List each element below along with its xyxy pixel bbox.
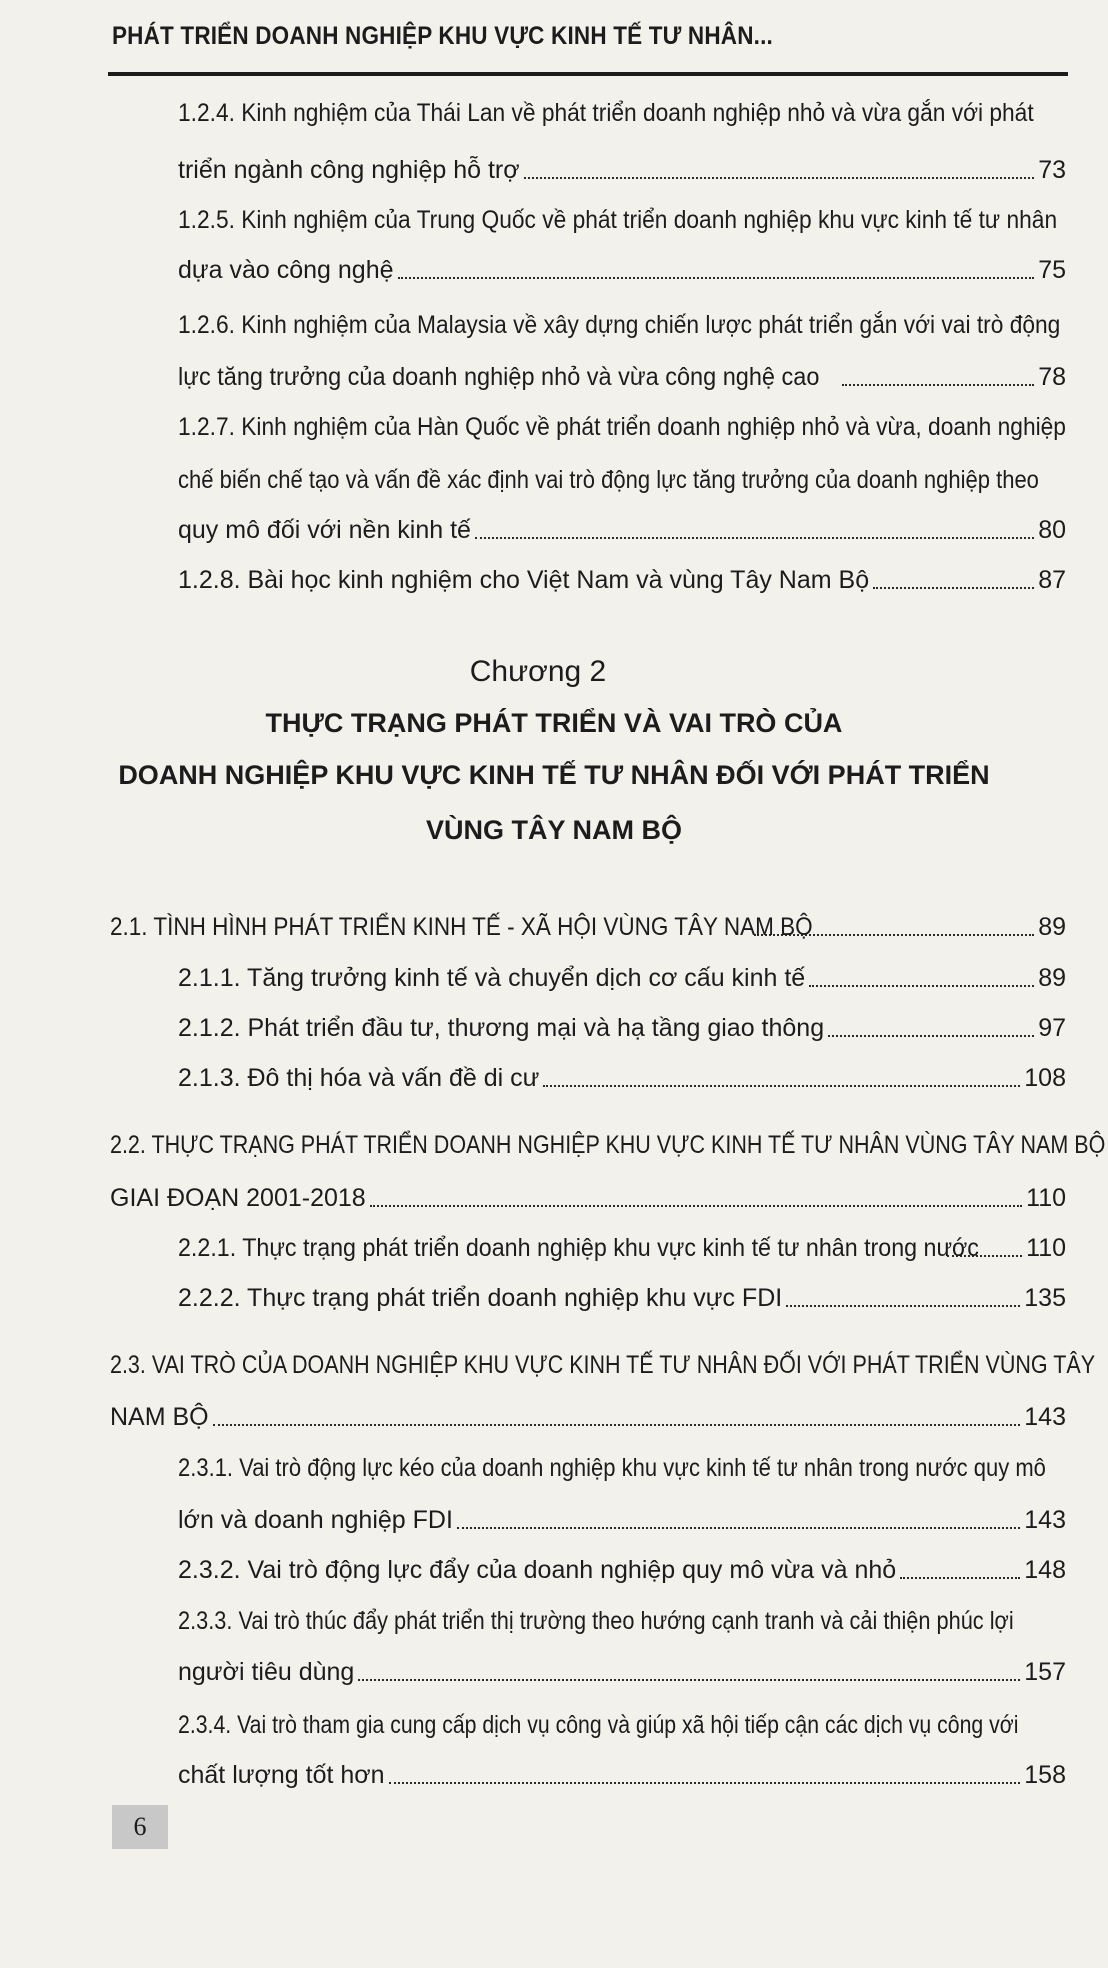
- toc-entry-text: GIAI ĐOẠN 2001-2018: [110, 1184, 366, 1212]
- leader-dots: [358, 1678, 1020, 1681]
- toc-entry-text: 1.2.8. Bài học kinh nghiệm cho Việt Nam và vùng Tây Nam Bộ: [178, 566, 870, 594]
- toc-page-number: 110: [1026, 1234, 1066, 1262]
- toc-page-number: 158: [1024, 1761, 1066, 1789]
- leader-dots: [457, 1526, 1020, 1529]
- toc-entry-2-3-3-line1: 2.3.3. Vai trò thúc đẩy phát triển thị trường theo hướng cạnh tranh và cải thiện phúc lợi: [178, 1607, 1014, 1635]
- toc-entry-2-3-4-line1: 2.3.4. Vai trò tham gia cung cấp dịch vụ công và giúp xã hội tiếp cận các dịch vụ công với: [178, 1711, 1019, 1739]
- leader-dots: [786, 1304, 1020, 1307]
- toc-section-2-2-line1: 2.2. THỰC TRẠNG PHÁT TRIỂN DOANH NGHIỆP KHU VỰC KINH TẾ TƯ NHÂN VÙNG TÂY NAM BỘ: [110, 1131, 1106, 1159]
- toc-page-number: 89: [1038, 964, 1066, 992]
- leader-dots: [398, 276, 1035, 279]
- toc-entry-2-2-1[interactable]: [178, 1233, 1066, 1263]
- toc-entry-text: 2.1.3. Đô thị hóa và vấn đề di cư: [178, 1064, 540, 1092]
- toc-entry-text: 2.1.1. Tăng trưởng kinh tế và chuyển dịch cơ cấu kinh tế: [178, 964, 806, 992]
- chapter-title-line-1: THỰC TRẠNG PHÁT TRIỂN VÀ VAI TRÒ CỦA: [265, 708, 843, 738]
- toc-entry-2-3-1-line1: 2.3.1. Vai trò động lực kéo của doanh nghiệp khu vực kinh tế tư nhân trong nước quy mô: [178, 1454, 1046, 1482]
- toc-entry-1-2-4[interactable]: [178, 155, 1066, 185]
- toc-entry-2-1-3[interactable]: [178, 1063, 1066, 1093]
- leader-dots: [842, 383, 1034, 386]
- toc-entry-1-2-7[interactable]: [178, 515, 1066, 545]
- toc-entry-1-2-7-line1: 1.2.7. Kinh nghiệm của Hàn Quốc về phát triển doanh nghiệp nhỏ và vừa, doanh nghiệp: [178, 413, 1066, 441]
- toc-entry-2-1-1[interactable]: [178, 963, 1066, 993]
- toc-entry-text: 2.3.2. Vai trò động lực đẩy của doanh nghiệp quy mô vừa và nhỏ: [178, 1556, 897, 1584]
- toc-entry-2-3-3[interactable]: [178, 1657, 1066, 1687]
- toc-entry-text: quy mô đối với nền kinh tế: [178, 516, 471, 544]
- leader-dots: [543, 1084, 1020, 1087]
- toc-entry-1-2-7-line2: chế biến chế tạo và vấn đề xác định vai trò động lực tăng trưởng của doanh nghiệp theo: [178, 466, 1039, 494]
- toc-entry-text: 2.2.2. Thực trạng phát triển doanh nghiệp khu vực FDI: [178, 1284, 783, 1312]
- toc-entry-text: chất lượng tốt hơn: [178, 1761, 385, 1789]
- toc-entry-text: người tiêu dùng: [178, 1658, 355, 1686]
- toc-page-number: 110: [1026, 1184, 1066, 1212]
- toc-page-number: 80: [1038, 516, 1066, 544]
- toc-entry-text: lực tăng trưởng của doanh nghiệp nhỏ và vừa công nghệ cao: [178, 363, 820, 391]
- toc-page-number: 97: [1038, 1014, 1066, 1042]
- toc-page-number: 73: [1038, 156, 1066, 184]
- leader-dots: [370, 1204, 1022, 1207]
- toc-entry-1-2-5[interactable]: [178, 255, 1066, 285]
- toc-entry-1-2-6-line1: 1.2.6. Kinh nghiệm của Malaysia về xây dựng chiến lược phát triển gắn với vai trò động: [178, 311, 1061, 339]
- toc-section-2-2[interactable]: [110, 1183, 1066, 1213]
- leader-dots: [809, 984, 1034, 987]
- chapter-title-line-2: DOANH NGHIỆP KHU VỰC KINH TẾ TƯ NHÂN ĐỐI VỚI PHÁT TRIỂN: [118, 760, 990, 790]
- toc-section-2-1[interactable]: [110, 912, 1066, 942]
- leader-dots: [873, 586, 1034, 589]
- running-header: PHÁT TRIỂN DOANH NGHIỆP KHU VỰC KINH TẾ TƯ NHÂN...: [112, 22, 773, 50]
- leader-dots: [900, 1576, 1020, 1579]
- header-rule: [108, 72, 1068, 76]
- toc-entry-2-1-2[interactable]: [178, 1013, 1066, 1043]
- toc-entry-1-2-8[interactable]: [178, 565, 1066, 595]
- toc-section-2-3[interactable]: [110, 1402, 1066, 1432]
- toc-entry-1-2-6[interactable]: [178, 362, 1066, 392]
- toc-page-number: 143: [1024, 1506, 1066, 1534]
- toc-entry-text: 2.1. TÌNH HÌNH PHÁT TRIỂN KINH TẾ - XÃ HỘI VÙNG TÂY NAM BỘ: [110, 913, 813, 941]
- toc-entry-2-2-2[interactable]: [178, 1283, 1066, 1313]
- toc-page-number: 148: [1024, 1556, 1066, 1584]
- toc-entry-2-3-2[interactable]: [178, 1555, 1066, 1585]
- toc-entry-1-2-4-line1: 1.2.4. Kinh nghiệm của Thái Lan về phát triển doanh nghiệp nhỏ và vừa gắn với phát: [178, 99, 1034, 127]
- toc-page-number: 135: [1024, 1284, 1066, 1312]
- toc-entry-text: NAM BỘ: [110, 1403, 209, 1431]
- toc-entry-1-2-5-line1: 1.2.5. Kinh nghiệm của Trung Quốc về phát triển doanh nghiệp khu vực kinh tế tư nhân: [178, 206, 1058, 234]
- toc-page-number: 75: [1038, 256, 1066, 284]
- leader-dots: [475, 536, 1034, 539]
- leader-dots: [213, 1423, 1021, 1426]
- page-number: 6: [112, 1805, 168, 1849]
- leader-dots: [389, 1781, 1021, 1784]
- toc-entry-2-3-1[interactable]: [178, 1505, 1066, 1535]
- toc-entry-text: dựa vào công nghệ: [178, 256, 394, 284]
- toc-entry-text: lớn và doanh nghiệp FDI: [178, 1506, 453, 1534]
- chapter-number: Chương 2: [469, 655, 607, 688]
- toc-page-number: 157: [1024, 1658, 1066, 1686]
- toc-entry-text: triển ngành công nghiệp hỗ trợ: [178, 156, 520, 184]
- toc-page-number: 108: [1024, 1064, 1066, 1092]
- leader-dots: [524, 176, 1035, 179]
- toc-entry-text: 2.2.1. Thực trạng phát triển doanh nghiệp khu vực kinh tế tư nhân trong nước: [178, 1234, 979, 1262]
- toc-page-number: 143: [1024, 1403, 1066, 1431]
- toc-section-2-3-line1: 2.3. VAI TRÒ CỦA DOANH NGHIỆP KHU VỰC KINH TẾ TƯ NHÂN ĐỐI VỚI PHÁT TRIỂN VÙNG TÂY: [110, 1351, 1096, 1379]
- toc-page-number: 78: [1038, 363, 1066, 391]
- toc-page-number: 87: [1038, 566, 1066, 594]
- toc-page-number: 89: [1038, 913, 1066, 941]
- toc-entry-2-3-4[interactable]: [178, 1760, 1066, 1790]
- toc-entry-text: 2.1.2. Phát triển đầu tư, thương mại và hạ tầng giao thông: [178, 1014, 825, 1042]
- leader-dots: [828, 1034, 1034, 1037]
- chapter-title-line-3: VÙNG TÂY NAM BỘ: [425, 815, 682, 845]
